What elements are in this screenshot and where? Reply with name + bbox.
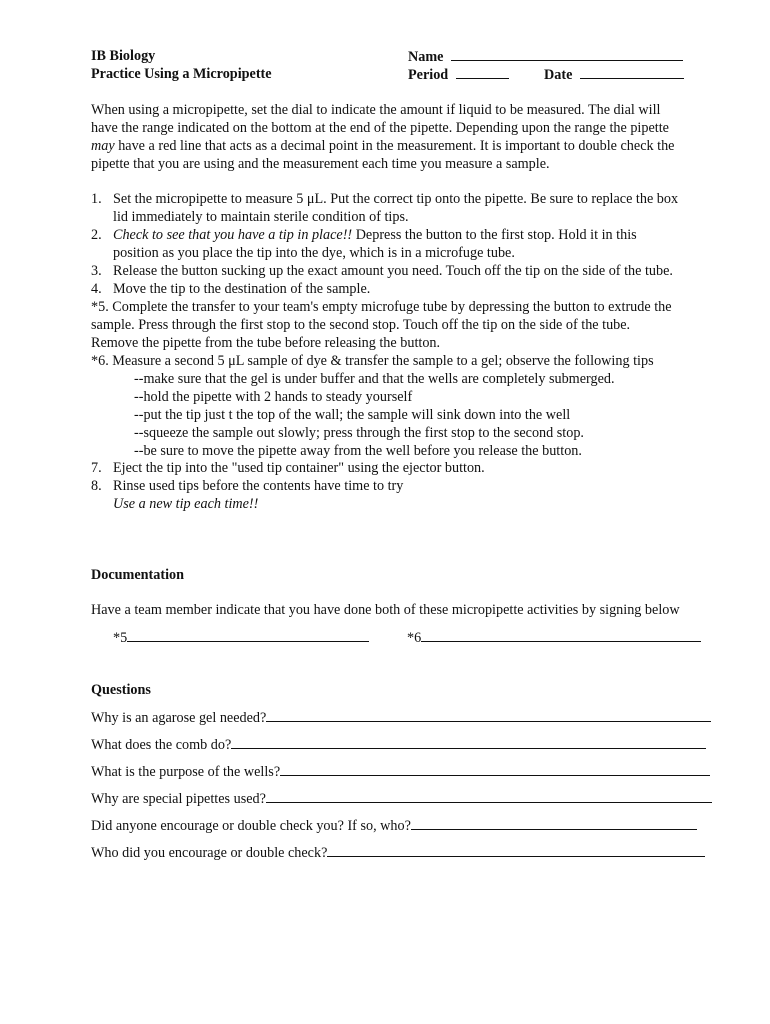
tip-item: --put the tip just t the top of the wall; the sample will sink down into the well [134, 407, 571, 423]
step-3-number: 3. [91, 263, 102, 279]
tip-item: --hold the pipette with 2 hands to steady yourself [134, 389, 413, 405]
question-4[interactable] [91, 789, 712, 808]
step-7-number: 7. [91, 460, 102, 476]
step-5-line-2: sample. Press through the first stop to the second stop. Touch off the tip on the side of the tube. [91, 317, 631, 333]
question-5-text: Did anyone encourage or double check you? If so, who? [91, 818, 411, 834]
step-2-text: Depress the button to the first stop. Hold it in this [352, 227, 637, 243]
intro-line-3-text: have a red line that acts as a decimal point in the measurement. It is important to double check the [114, 138, 675, 154]
intro-emphasis: may [91, 138, 115, 154]
intro-line-1: When using a micropipette, set the dial to indicate the amount if liquid to be measured. The dial will [91, 102, 661, 118]
course-title: IB Biology [91, 48, 156, 64]
documentation-heading: Documentation [91, 567, 185, 583]
tip-item: --be sure to move the pipette away from the well before you release the button. [134, 443, 582, 459]
intro-line-2: have the range indicated on the bottom at the end of the pipette. Depending upon the range the pipette [91, 120, 669, 136]
step-1-line-1: Set the micropipette to measure 5 μL. Put the correct tip onto the pipette. Be sure to replace the box [113, 191, 679, 207]
answer-3-blank[interactable] [280, 762, 710, 776]
step-5-line-1: *5. Complete the transfer to your team's empty microfuge tube by depressing the button to extrude the [91, 299, 672, 315]
period-field[interactable] [408, 65, 509, 84]
step-8-number: 8. [91, 478, 102, 494]
documentation-instruction: Have a team member indicate that you have done both of these micropipette activities by signing below [91, 602, 680, 618]
step-6-line-1: *6. Measure a second 5 μL sample of dye & transfer the sample to a gel; observe the following tips [91, 353, 654, 369]
question-6-text: Who did you encourage or double check? [91, 845, 328, 861]
question-1-text: Why is an agarose gel needed? [91, 710, 267, 726]
tip-item: --squeeze the sample out slowly; press through the first stop to the second stop. [134, 425, 584, 441]
step-8-text: Rinse used tips before the contents have time to try [113, 478, 404, 494]
question-5[interactable] [91, 816, 697, 835]
signature-6-blank[interactable] [421, 628, 701, 642]
signature-6-label: *6 [407, 630, 422, 646]
intro-line-4: pipette that you are using and the measurement each time you measure a sample. [91, 156, 550, 172]
question-2[interactable] [91, 735, 706, 754]
step-4-number: 4. [91, 281, 102, 297]
answer-1-blank[interactable] [266, 708, 711, 722]
date-field[interactable] [544, 65, 684, 84]
step-5-line-3: Remove the pipette from the tube before releasing the button. [91, 335, 441, 351]
step-1-line-2: lid immediately to maintain sterile condition of tips. [113, 209, 409, 225]
period-label: Period [408, 67, 449, 83]
question-3[interactable] [91, 762, 710, 781]
signature-6-field[interactable] [407, 628, 701, 647]
step-8-emphasis: Use a new tip each time!! [113, 496, 259, 512]
answer-5-blank[interactable] [411, 816, 697, 830]
answer-4-blank[interactable] [266, 789, 712, 803]
step-7-text: Eject the tip into the "used tip container" using the ejector button. [113, 460, 485, 476]
answer-6-blank[interactable] [327, 843, 705, 857]
step-4-text: Move the tip to the destination of the sample. [113, 281, 371, 297]
date-blank[interactable] [580, 65, 684, 79]
worksheet-title: Practice Using a Micropipette [91, 66, 272, 82]
step-2-number: 2. [91, 227, 102, 243]
question-6[interactable] [91, 843, 705, 862]
signature-5-blank[interactable] [127, 628, 369, 642]
date-label: Date [544, 67, 573, 83]
question-4-text: Why are special pipettes used? [91, 791, 266, 807]
name-label: Name [408, 49, 444, 65]
signature-5-field[interactable] [113, 628, 369, 647]
question-1[interactable] [91, 708, 711, 727]
answer-2-blank[interactable] [231, 735, 706, 749]
name-blank[interactable] [451, 47, 683, 61]
question-3-text: What is the purpose of the wells? [91, 764, 281, 780]
question-2-text: What does the comb do? [91, 737, 232, 753]
step-3-text: Release the button sucking up the exact amount you need. Touch off the tip on the side of the tube. [113, 263, 673, 279]
step-1-number: 1. [91, 191, 102, 207]
questions-heading: Questions [91, 682, 151, 698]
signature-5-label: *5 [113, 630, 128, 646]
period-blank[interactable] [456, 65, 509, 79]
step-2-emphasis: Check to see that you have a tip in place!! [113, 227, 353, 243]
name-field[interactable] [408, 47, 683, 66]
tip-item: --make sure that the gel is under buffer and that the wells are completely submerged. [134, 371, 615, 387]
intro-line-3 [91, 137, 674, 155]
step-2-line-2: position as you place the tip into the dye, which is in a microfuge tube. [113, 245, 515, 261]
step-2-line-1 [113, 226, 637, 244]
